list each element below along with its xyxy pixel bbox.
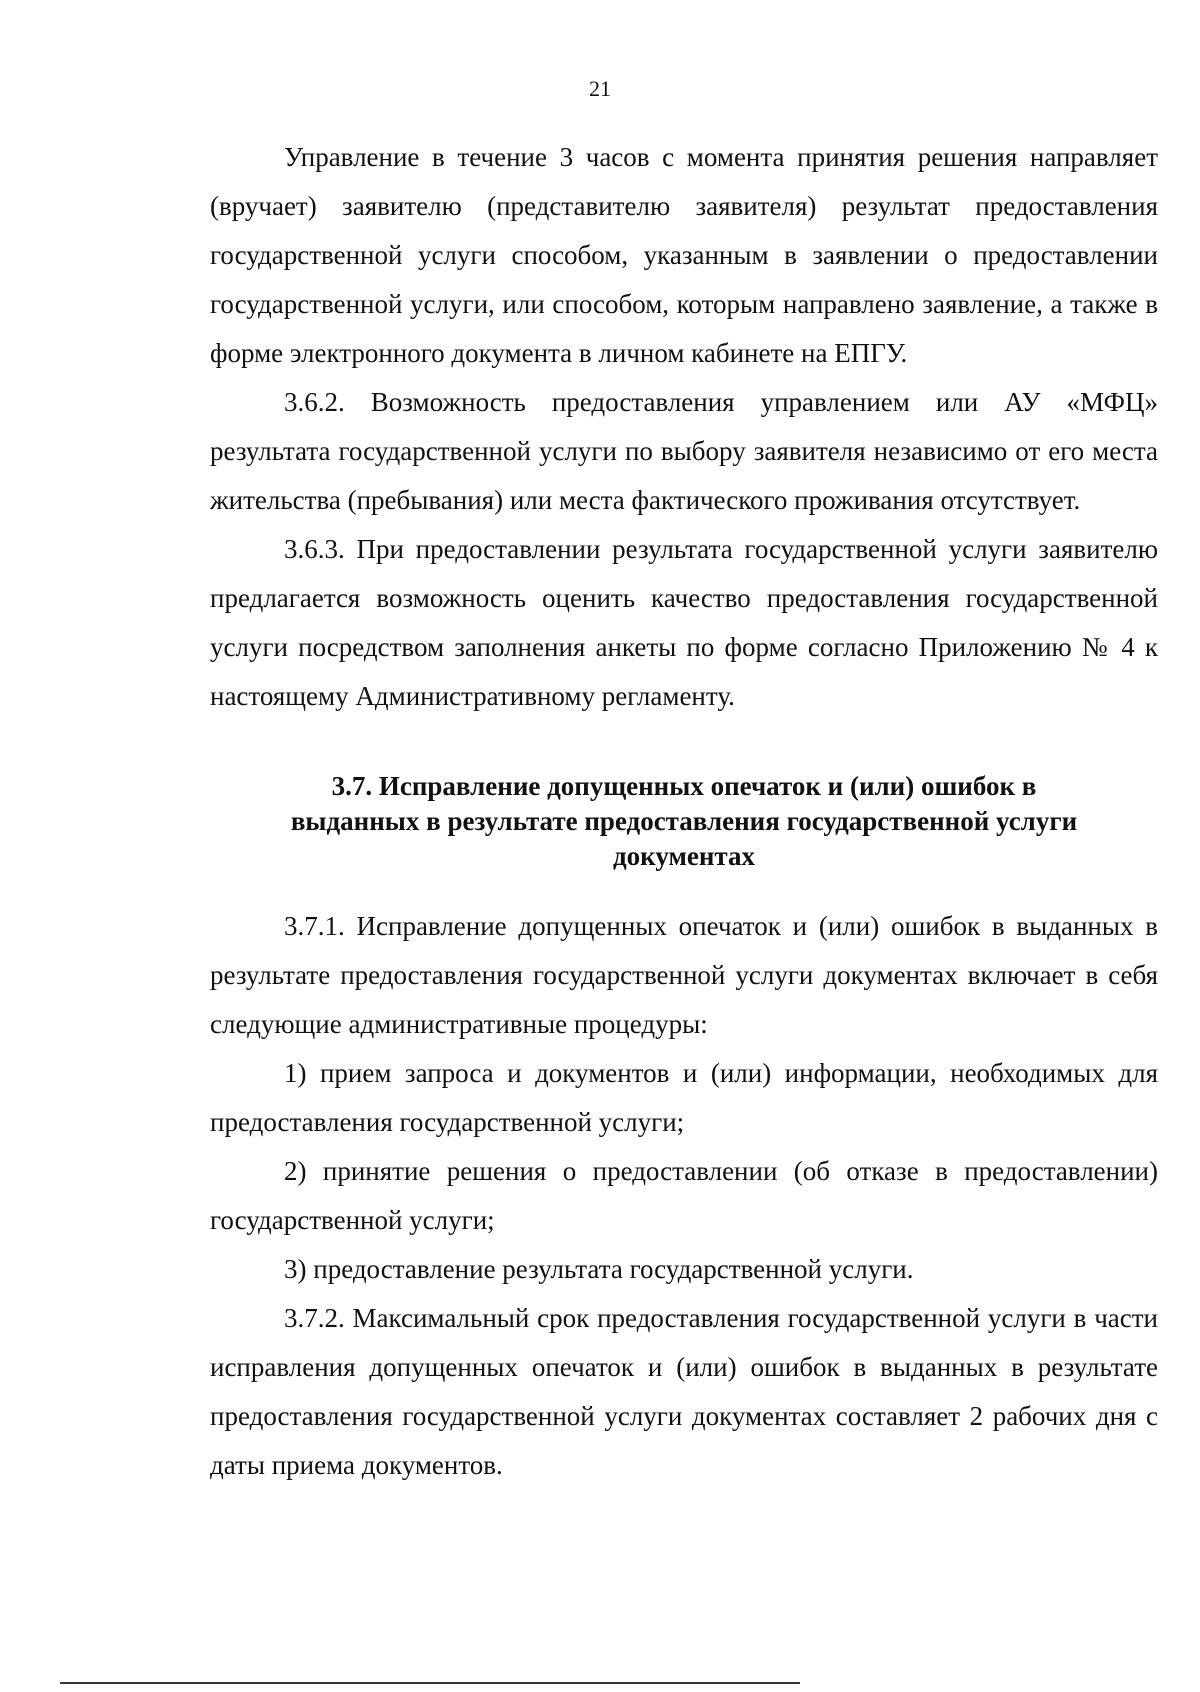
section-heading-line-1: 3.7. Исправление допущенных опечаток и (или) ошибок в [331,771,1037,801]
section-heading [210,769,1158,874]
section-heading-line-2: выданных в результате предоставления государственной услуги [290,806,1078,836]
paragraph-3-7-2: 3.7.2. Максимальный срок предоставления государственной услуги в части исправления допущенных опечаток и (или) ошибок в выданных в результате предоставления государственной услуги документах составляет 2 рабочих дня с даты приема документов. [210,1303,1158,1480]
section-heading-line-3: документах [612,841,755,871]
list-item-1: 1) прием запроса и документов и (или) информации, необходимых для предоставления государственной услуги; [210,1058,1158,1137]
list-item-2: 2) принятие решения о предоставлении (об отказе в предоставлении) государственной услуги; [210,1156,1158,1235]
paragraph-3-6-2: 3.6.2. Возможность предоставления управлением или АУ «МФЦ» результата государственной услуги по выбору заявителя независимо от его места жительства (пребывания) или места фактического проживания отсутствует. [210,387,1158,515]
paragraph-result-delivery: Управление в течение 3 часов с момента принятия решения направляет (вручает) заявителю (представителю заявителя) результат предоставления государственной услуги способом, указанным в заявлении о предоставлении государственной услуги, или способом, которым направлено заявление, а также в форме электронного документа в личном кабинете на ЕПГУ. [210,142,1158,368]
list-item-3: 3) предоставление результата государственной услуги. [284,1254,914,1284]
document-body-top [210,133,1158,721]
paragraph-3-7-1: 3.7.1. Исправление допущенных опечаток и (или) ошибок в выданных в результате предоставления государственной услуги документах включает в себя следующие административные процедуры: [210,911,1158,1039]
bottom-scan-line [60,1682,800,1684]
document-body-bottom [210,902,1158,1490]
paragraph-3-6-3: 3.6.3. При предоставлении результата государственной услуги заявителю предлагается возможность оценить качество предоставления государственной услуги посредством заполнения анкеты по форме согласно Приложению № 4 к настоящему Административному регламенту. [210,534,1158,711]
page-number: 21 [589,76,611,101]
